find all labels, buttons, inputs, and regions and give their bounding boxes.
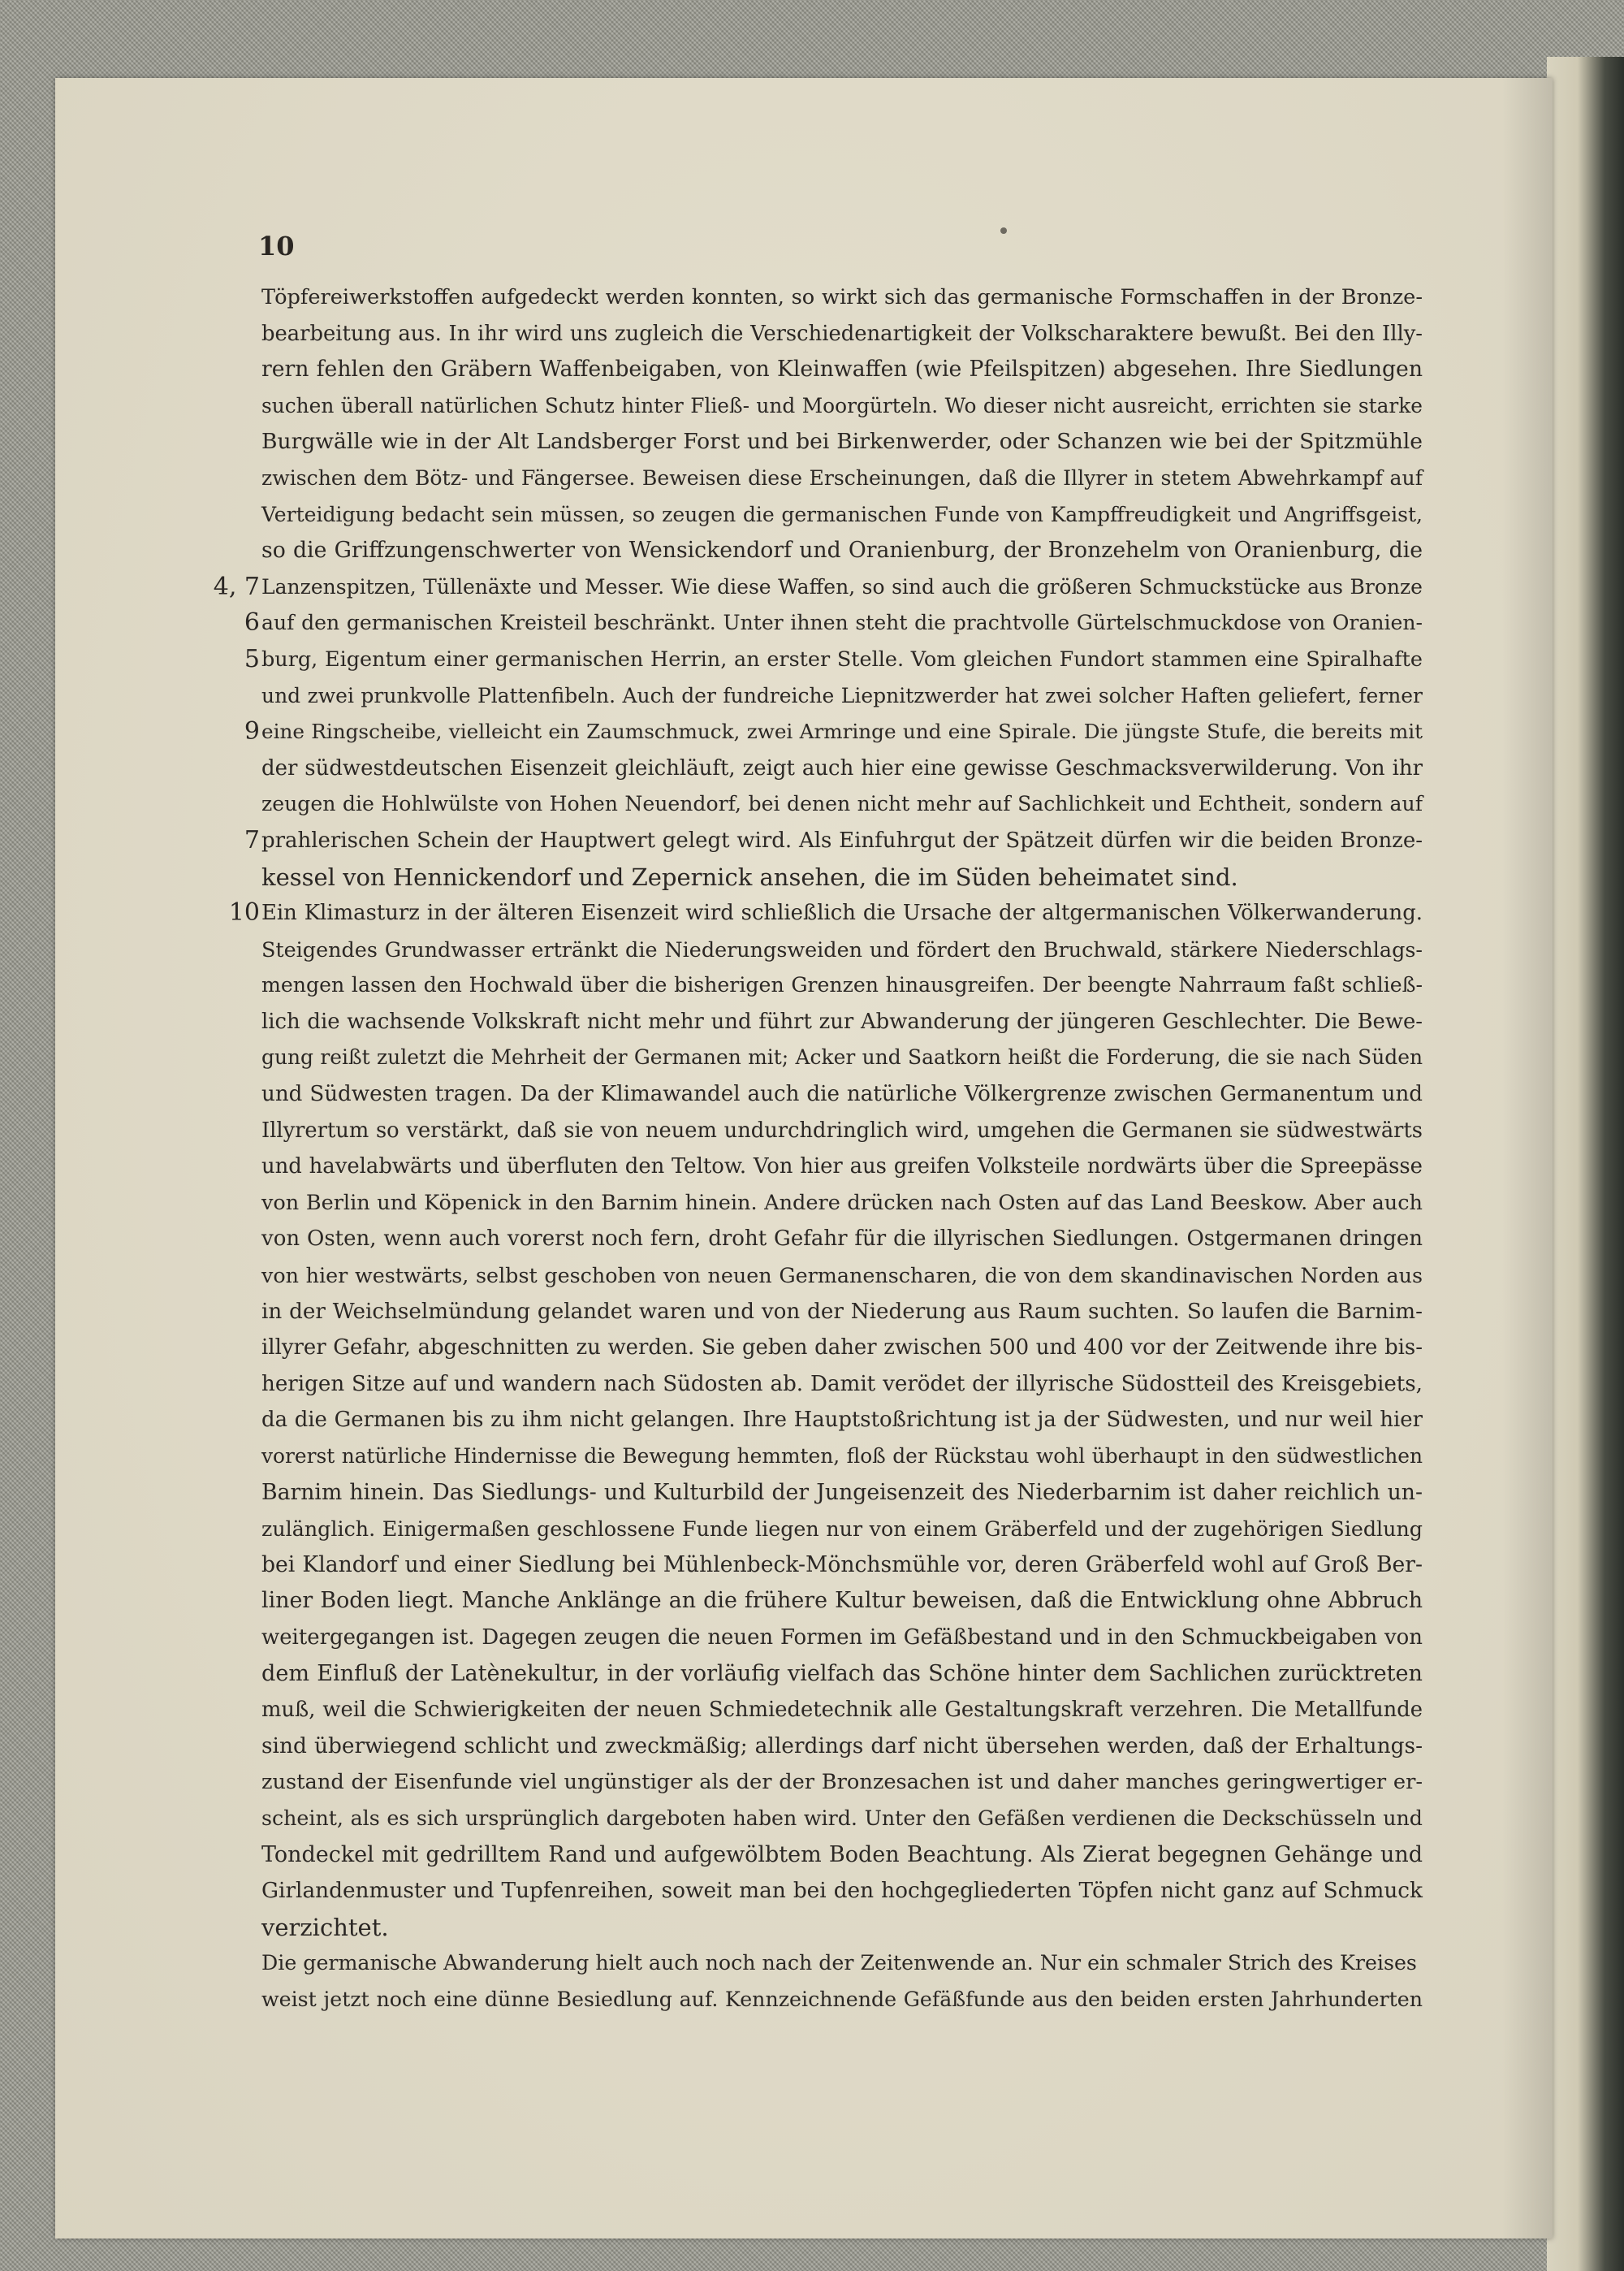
text-line: gung reißt zuletzt die Mehrheit der Germanen mit; Acker und Saatkorn heißt die Forderung, die sie nach Süden — [261, 1045, 1423, 1070]
margin-note: 9 — [244, 717, 260, 746]
text-line: zwischen dem Bötz- und Fängersee. Beweisen diese Erscheinungen, daß die Illyrer in stetem Abwehrkampf auf — [261, 465, 1423, 490]
text-line: Tondeckel mit gedrilltem Rand und aufgewölbtem Boden Beachtung. Als Zierat begegnen Gehänge und — [261, 1841, 1423, 1867]
text-line: sind überwiegend schlicht und zweckmäßig; allerdings darf nicht übersehen werden, daß der Erhaltungs- — [261, 1732, 1423, 1758]
text-line: kessel von Hennickendorf und Zepernick ansehen, die im Süden beheimatet sind. — [261, 863, 1238, 891]
margin-note: 5 — [244, 645, 260, 673]
text-line: Töpfereiwerkstoffen aufgedeckt werden konnten, so wirkt sich das germanische Formschaffen in der Bronze- — [261, 285, 1423, 309]
text-line: zeugen die Hohlwülste von Hohen Neuendorf, bei denen nicht mehr auf Sachlichkeit und Echtheit, sondern auf — [261, 792, 1423, 816]
text-line: scheint, als es sich ursprünglich dargeboten haben wird. Unter den Gefäßen verdienen die Deckschüsseln und — [261, 1806, 1423, 1830]
text-line: Ein Klimasturz in der älteren Eisenzeit wird schließlich die Ursache der altgermanischen Völkerwanderung. — [261, 901, 1423, 926]
text-line: von Osten, wenn auch vorerst noch fern, droht Gefahr für die illyrischen Siedlungen. Ostgermanen dringen — [261, 1226, 1423, 1252]
text-line: Lanzenspitzen, Tüllenäxte und Messer. Wie diese Waffen, so sind auch die größeren Schmuckstücke aus Bronze — [261, 574, 1423, 599]
page-gutter-shadow — [1502, 78, 1553, 2239]
margin-note: 6 — [244, 608, 260, 638]
next-page-edge — [1547, 57, 1624, 2271]
text-line: bei Klandorf und einer Siedlung bei Mühlenbeck-Mönchsmühle vor, deren Gräberfeld wohl auf Groß Ber- — [261, 1551, 1423, 1577]
text-line: vorerst natürliche Hindernisse die Bewegung hemmten, floß der Rückstau wohl überhaupt in den südwestlichen — [261, 1444, 1423, 1468]
text-line: von Berlin und Köpenick in den Barnim hinein. Andere drücken nach Osten auf das Land Beeskow. Aber auch — [261, 1190, 1423, 1215]
text-line: Steigendes Grundwasser ertränkt die Niederungsweiden und fördert den Bruchwald, stärkere Niederschlags- — [261, 937, 1423, 962]
text-line: suchen überall natürlichen Schutz hinter Fließ- und Moorgürteln. Wo dieser nicht ausreicht, errichten sie starke — [261, 393, 1423, 417]
text-line: rern fehlen den Gräbern Waffenbeigaben, von Kleinwaffen (wie Pfeilspitzen) abgesehen. Ihre Siedlungen — [261, 357, 1423, 383]
text-line: dem Einfluß der Latènekultur, in der vorläufig vielfach das Schöne hinter dem Sachlichen zurücktreten — [261, 1660, 1423, 1686]
text-line: Burgwälle wie in der Alt Landsberger Forst und bei Birkenwerder, oder Schanzen wie bei der Spitzmühle — [261, 429, 1423, 455]
text-line: und Südwesten tragen. Da der Klimawandel auch die natürliche Völkergrenze zwischen Germanentum und — [261, 1082, 1423, 1107]
text-line: herigen Sitze auf und wandern nach Südosten ab. Damit verödet der illyrische Südostteil des Kreisgebiets, — [261, 1371, 1423, 1396]
text-line: und zwei prunkvolle Plattenfibeln. Auch der fundreiche Liepnitzwerder hat zwei solcher Haften geliefert, ferner — [261, 683, 1423, 707]
margin-note: 4, 7 — [213, 572, 260, 601]
text-line: eine Ringscheibe, vielleicht ein Zaumschmuck, zwei Armringe und eine Spirale. Die jüngste Stufe, die bereits mit — [261, 720, 1423, 744]
text-line: lich die wachsende Volkskraft nicht mehr und führt zur Abwanderung der jüngeren Geschlechter. Die Bewe- — [261, 1009, 1423, 1034]
text-line: burg, Eigentum einer germanischen Herrin, an erster Stelle. Vom gleichen Fundort stammen eine Spiralhafte — [261, 647, 1423, 672]
text-line: zulänglich. Einigermaßen geschlossene Funde liegen nur von einem Gräberfeld und der zugehörigen Siedlung — [261, 1516, 1423, 1542]
text-line: der südwestdeutschen Eisenzeit gleichläuft, zeigt auch hier eine gewisse Geschmacksverwilderung. Von ihr — [261, 755, 1423, 781]
body-text — [261, 279, 1423, 2018]
text-line: Verteidigung bedacht sein müssen, so zeugen die germanischen Funde von Kampffreudigkeit und Angriffsgeist, — [261, 502, 1423, 526]
text-line: Die germanische Abwanderung hielt auch noch nach der Zeitenwende an. Nur ein schmaler Strich des Kreises — [261, 1951, 1417, 1975]
text-line: auf den germanischen Kreisteil beschränkt. Unter ihnen steht die prachtvolle Gürtelschmuckdose von Oranien- — [261, 611, 1423, 635]
text-line: weitergegangen ist. Dagegen zeugen die neuen Formen im Gefäßbestand und in den Schmuckbeigaben von — [261, 1624, 1423, 1650]
text-line: da die Germanen bis zu ihm nicht gelangen. Ihre Hauptstoßrichtung ist ja der Südwesten, und nur weil hier — [261, 1408, 1423, 1433]
text-line: in der Weichselmündung gelandet waren und von der Niederung aus Raum suchten. So laufen die Barnim- — [261, 1299, 1423, 1324]
text-line: so die Griffzungenschwerter von Wensickendorf und Oranienburg, der Bronzehelm von Oranienburg, die — [261, 538, 1423, 564]
text-line: weist jetzt noch eine dünne Besiedlung auf. Kennzeichnende Gefäßfunde aus den beiden ersten Jahrhunderten — [261, 1987, 1423, 2011]
text-line: liner Boden liegt. Manche Anklänge an die frühere Kultur beweisen, daß die Entwicklung ohne Abbruch — [261, 1588, 1423, 1614]
text-line: mengen lassen den Hochwald über die bisherigen Grenzen hinausgreifen. Der beengte Nahrraum faßt schließ- — [261, 973, 1423, 997]
page-number: 10 — [258, 231, 295, 262]
text-line: und havelabwärts und überfluten den Teltow. Von hier aus greifen Volksteile nordwärts über die Spreepässe — [261, 1154, 1423, 1179]
text-line: Girlandenmuster und Tupfenreihen, soweit man bei den hochgegliederten Töpfen nicht ganz auf Schmuck — [261, 1879, 1423, 1904]
margin-note: 7 — [244, 826, 260, 854]
text-line: muß, weil die Schwierigkeiten der neuen Schmiedetechnik alle Gestaltungskraft verzehren. Die Metallfunde — [261, 1698, 1423, 1723]
text-line: prahlerischen Schein der Hauptwert gelegt wird. Als Einfuhrgut der Spätzeit dürfen wir die beiden Bronze- — [261, 828, 1423, 853]
text-line: bearbeitung aus. In ihr wird uns zugleich die Verschiedenartigkeit der Volkscharaktere bewußt. Bei den Illy- — [261, 321, 1423, 346]
margin-note: 10 — [228, 898, 260, 928]
text-line: von hier westwärts, selbst geschoben von neuen Germanenscharen, die von dem skandinavischen Norden aus — [261, 1263, 1423, 1288]
text-line: Barnim hinein. Das Siedlungs- und Kulturbild der Jungeisenzeit des Niederbarnim ist daher reichlich un- — [261, 1479, 1423, 1505]
dust-speck — [1000, 227, 1007, 234]
text-line: zustand der Eisenfunde viel ungünstiger als der der Bronzesachen ist und daher manches geringwertiger er- — [261, 1770, 1423, 1795]
text-line: verzichtet. — [261, 1913, 389, 1941]
text-line: Illyrertum so verstärkt, daß sie von neuem undurchdringlich wird, umgehen die Germanen sie südwestwärts — [261, 1118, 1423, 1143]
text-line: illyrer Gefahr, abgeschnitten zu werden. Sie geben daher zwischen 500 und 400 vor der Zeitwende ihre bis- — [261, 1335, 1423, 1360]
